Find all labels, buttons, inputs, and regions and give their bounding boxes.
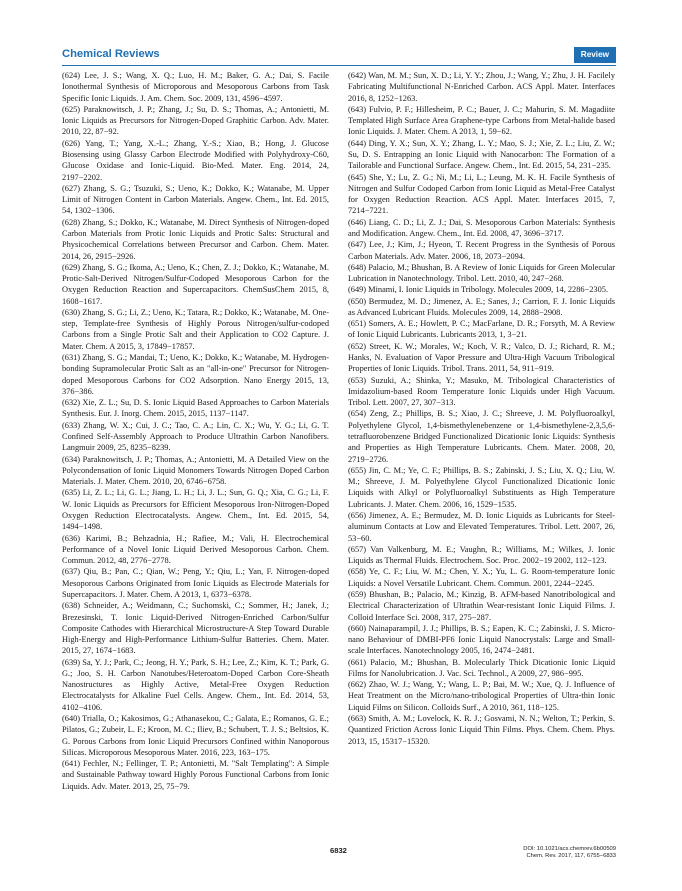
- reference-entry: (647) Lee, J.; Kim, J.; Hyeon, T. Recent Progress in the Synthesis of Porous Carbon Materials. Adv. Mater. 2006, 18, 2073−2094.: [348, 240, 615, 261]
- reference-entry: (662) Zhao, W. J.; Wang, Y.; Wang, L. P.; Bai, M. W.; Xue, Q. J. Influence of Heat Treatment on the Micro/nano-tribological Properties of Ultra-thin Ionic Liquid Films on Silicon. Colloids Surf., A 2010, 361, 118−125.: [348, 680, 615, 712]
- reference-entry: (655) Jin, C. M.; Ye, C. F.; Phillips, B. S.; Zabinski, J. S.; Liu, X. Q.; Liu, W. M.; Shreeve, J. M. Polyethylene Glycol Functionalized Dicationic Ionic Liquids with Alkyl or Polyfluoroalkyl Substituents as High Temperature Lubricants. J. Mater. Chem. 2006, 16, 1529−1535.: [348, 465, 615, 509]
- reference-list-right: [348, 70, 615, 747]
- page-number: 6832: [330, 846, 347, 855]
- doi-link[interactable]: DOI: 10.1021/acs.chemrev.6b00509: [523, 846, 616, 852]
- reference-entry: (657) Van Valkenburg, M. E.; Vaughn, R.; Williams, M.; Wilkes, J. Ionic Liquids as Thermal Fluids. Electrochem. Soc. Proc. 2002−19 2002, 112−123.: [348, 544, 615, 566]
- reference-entry: (627) Zhang, S. G.; Tsuzuki, S.; Ueno, K.; Dokko, K.; Watanabe, M. Upper Limit of Nitrogen Content in Carbon Materials. Angew. Chem., Int. Ed. 2015, 54, 1302−1306.: [62, 183, 329, 216]
- reference-entry: (653) Suzuki, A.; Shinka, Y.; Masuko, M. Tribological Characteristics of Imidazolium-based Room Temperature Ionic Liquids under High Vacuum. Tribol. Lett. 2007, 27, 307−313.: [348, 375, 615, 408]
- reference-entry: (663) Smith, A. M.; Lovelock, K. R. J.; Gosvami, N. N.; Welton, T.; Perkin, S. Quantized Friction Across Ionic Liquid Thin Films. Phys. Chem. Chem. Phys. 2013, 15, 15317−15320.: [348, 714, 615, 746]
- reference-entry: (636) Karimi, B.; Behzadnia, H.; Rafiee, M.; Vali, H. Electrochemical Performance of a Novel Ionic Liquid Derived Mesoporous Carbon. Chem. Commun. 2012, 48, 2776−2778.: [62, 533, 329, 566]
- reference-entry: (660) Nainaparampil, J. J.; Phillips, B. S.; Eapen, K. C.; Zabinski, J. S. Micro-nano Behaviour of DMBI-PF6 Ionic Liquid Nanocrystals: Large and Small-scale Interfaces. Nanotechnology 2005, 16, 2474−2481.: [348, 623, 615, 656]
- reference-entry: (640) Trialla, O.; Kakosimos, G.; Athanasekou, C.; Galata, E.; Romanos, G. E.; Pilatos, G.; Zubeir, L. F.; Kroon, M. C.; Iliev, B.; Schubert, T. J. S.; Beltsios, K. G. Porous Carbons from Ionic Liquid Precursors Confined within Nanoporous Silicas. Microporous Mesoporous Mater. 2016, 223, 163−175.: [62, 714, 329, 757]
- reference-entry: (646) Liang, C. D.; Li, Z. J.; Dai, S. Mesoporous Carbon Materials: Synthesis and Modification. Angew. Chem., Int. Ed. 2008, 47, 3696−3717.: [348, 217, 615, 238]
- reference-entry: (639) Sa, Y. J.; Park, C.; Jeong, H. Y.; Park, S. H.; Lee, Z.; Kim, K. T.; Park, G. G.; Joo, S. H. Carbon Nanotubes/Heteroatom-Doped Carbon Core-Sheath Nanostructures as Highly Active, Metal-Free Oxygen Reduction Electrocatalysts for Alkaline Fuel Cells. Angew. Chem., Int. Ed. 2014, 53, 4102−4106.: [62, 657, 329, 712]
- page-header: [62, 46, 616, 64]
- reference-entry: (628) Zhang, S.; Dokko, K.; Watanabe, M. Direct Synthesis of Nitrogen-doped Carbon Materials from Protic Ionic Liquids and Protic Salts: Structural and Physicochemical Correlations between Precursor and Carbon. Chem. Mater. 2014, 26, 2915−2926.: [62, 217, 329, 261]
- journal-title: Chemical Reviews: [62, 48, 160, 60]
- reference-entry: (638) Schneider, A.; Weidmann, C.; Suchomski, C.; Sommer, H.; Janek, J.; Brezesinski, T. Ionic Liquid-Derived Nitrogen-Enriched Carbon/Sulfur Composite Cathodes with Hierarchical Microstructure-A Step Toward Durable High-Energy and High-Performance Lithium-Sulfur Batteries. Chem. Mater. 2015, 27, 1674−1683.: [62, 601, 329, 656]
- reference-entry: (637) Qiu, B.; Pan, C.; Qian, W.; Peng, Y.; Qiu, L.; Yan, F. Nitrogen-doped Mesoporous Carbons Originated from Ionic Liquids as Electrode Materials for Supercapacitors. J. Mater. Chem. A 2013, 1, 6373−6378.: [62, 567, 329, 599]
- reference-entry: (649) Minami, I. Ionic Liquids in Tribology. Molecules 2009, 14, 2286−2305.: [348, 285, 609, 295]
- reference-entry: (633) Zhang, W. X.; Cui, J. C.; Tao, C. A.; Lin, C. X.; Wu, Y. G.; Li, G. T. Confined Self-Assembly Approach to Produce Ultrathin Carbon Nanofibers. Langmuir 2009, 25, 8235−8239.: [62, 420, 329, 453]
- reference-entry: (648) Palacio, M.; Bhushan, B. A Review of Ionic Liquids for Green Molecular Lubrication in Nanotechnology. Tribol. Lett. 2010, 40, 247−268.: [348, 262, 615, 284]
- reference-entry: (643) Fulvio, P. F.; Hillesheim, P. C.; Bauer, J. C.; Mahurin, S. M. Magadiite Templated High Surface Area Graphene-type Carbons from Metal-halide based Ionic Liquids. J. Mater. Chem. A 2013, 1, 59−62.: [348, 104, 615, 137]
- reference-entry: (642) Wan, M. M.; Sun, X. D.; Li, Y. Y.; Zhou, J.; Wang, Y.; Zhu, J. H. Facilely Fabricating Multifunctional N-Enriched Carbon. ACS Appl. Mater. Interfaces 2016, 8, 1252−1263.: [348, 71, 615, 103]
- journal-citation: Chem. Rev. 2017, 117, 6755−6833: [526, 853, 616, 860]
- reference-entry: (632) Xie, Z. L.; Su, D. S. Ionic Liquid Based Approaches to Carbon Materials Synthesis. Eur. J. Inorg. Chem. 2015, 2015, 1137−1147.: [62, 398, 329, 419]
- reference-entry: (630) Zhang, S. G.; Li, Z.; Ueno, K.; Tatara, R.; Dokko, K.; Watanabe, M. One-step, Template-free Synthesis of Highly Porous Nitrogen/sulfur-codoped Carbons from a Single Protic Salt and their Application to CO2 Capture. J. Mater. Chem. A 2015, 3, 17849−17857.: [62, 307, 329, 351]
- footer-citation: [523, 846, 616, 861]
- reference-column-right: [348, 70, 615, 842]
- reference-entry: (661) Palacio, M.; Bhushan, B. Molecularly Thick Dicationic Ionic Liquid Films for Nanolubrication. J. Vac. Sci. Technol., A 2009, 27, 986−995.: [348, 657, 615, 678]
- reference-entry: (654) Zeng, Z.; Phillips, B. S.; Xiao, J. C.; Shreeve, J. M. Polyfluoroalkyl, Polyethylene Glycol, 1,4-bismethylenebenzene or 1,4-bismethylene-2,3,5,6-tetrafluorobenzene Bridged Functionalized Dicationic Ionic Liquids: Synthesis and Properties as High Temperature Lubricants. Chem. Mater. 2008, 20, 2719−2726.: [348, 409, 615, 464]
- reference-entry: (651) Somers, A. E.; Howlett, P. C.; MacFarlane, D. R.; Forsyth, M. A Review of Ionic Liquid Lubricants. Lubricants 2013, 1, 3−21.: [348, 319, 615, 340]
- reference-entry: (650) Bermudez, M. D.; Jimenez, A. E.; Sanes, J.; Carrion, F. J. Ionic Liquids as Advanced Lubricant Fluids. Molecules 2009, 14, 2888−2908.: [348, 296, 615, 317]
- reference-entry: (658) Ye, C. F.; Liu, W. M.; Chen, Y. X.; Yu, L. G. Room-temperature Ionic Liquids: a Novel Versatile Lubricant. Chem. Commun. 2001, 2244−2245.: [348, 567, 615, 588]
- reference-entry: (625) Paraknowitsch, J. P.; Zhang, J.; Su, D. S.; Thomas, A.; Antonietti, M. Ionic Liquids as Precursors for Nitrogen-Doped Graphitic Carbon. Adv. Mater. 2010, 22, 87−92.: [62, 104, 329, 137]
- reference-entry: (641) Fechler, N.; Fellinger, T. P.; Antonietti, M. "Salt Templating": A Simple and Sustainable Pathway toward Highly Porous Functional Carbons from Ionic Liquids. Adv. Mater. 2013, 25, 75−79.: [62, 759, 329, 791]
- reference-entry: (635) Li, Z. L.; Li, G. L.; Jiang, L. H.; Li, J. L.; Sun, G. Q.; Xia, C. G.; Li, F. W. Ionic Liquids as Precursors for Efficient Mesoporous Iron-Nitrogen-Doped Oxygen Reduction Electrocatalysts. Angew. Chem., Int. Ed. 2015, 54, 1494−1498.: [62, 488, 329, 532]
- reference-entry: (652) Street, K. W.; Morales, W.; Koch, V. R.; Valco, D. J.; Richard, R. M.; Hanks, N. Evaluation of Vapor Pressure and Ultra-High Vacuum Tribological Properties of Ionic Liquids. Tribol. Trans. 2011, 54, 911−919.: [348, 341, 615, 374]
- reference-entry: (624) Lee, J. S.; Wang, X. Q.; Luo, H. M.; Baker, G. A.; Dai, S. Facile Ionothermal Synthesis of Microporous and Mesoporous Carbons from Task Specific Ionic Liquids. J. Am. Chem. Soc. 2009, 131, 4596−4597.: [62, 71, 329, 103]
- reference-entry: (656) Jimenez, A. E.; Bermudez, M. D. Ionic Liquids as Lubricants for Steel-aluminum Contacts at Low and Elevated Temperatures. Tribol. Lett. 2007, 26, 53−60.: [348, 510, 615, 543]
- section-badge: Review: [574, 47, 616, 63]
- reference-entry: (645) She, Y.; Lu, Z. G.; Ni, M.; Li, L.; Leung, M. K. H. Facile Synthesis of Nitrogen and Sulfur Codoped Carbon from Ionic Liquid as Metal-Free Catalyst for Oxygen Reduction Reaction. ACS Appl. Mater. Interfaces 2015, 7, 7214−7221.: [348, 172, 615, 216]
- reference-entry: (626) Yang, T.; Yang, X.-L.; Zhang, Y.-S.; Xiao, B.; Hong, J. Glucose Biosensing using Glassy Carbon Electrode Modified with Polyhydroxy-C60, Glucose Oxidase and Ionic-Liquid. Bio-Med. Mater. Eng. 2014, 24, 2197−2202.: [62, 138, 329, 182]
- reference-entry: (659) Bhushan, B.; Palacio, M.; Kinzig, B. AFM-based Nanotribological and Electrical Characterization of Ultrathin Wear-resistant Ionic Liquid Films. J. Colloid Interface Sci. 2008, 317, 275−287.: [348, 589, 615, 622]
- reference-entry: (629) Zhang, S. G.; Ikoma, A.; Ueno, K.; Chen, Z. J.; Dokko, K.; Watanabe, M. Protic-Salt-Derived Nitrogen/Sulfur-Codoped Mesoporous Carbon for the Oxygen Reduction Reaction and Supercapacitors. ChemSusChem 2015, 8, 1608−1617.: [62, 262, 329, 306]
- reference-column-left: [62, 70, 329, 842]
- reference-entry: (634) Paraknowitsch, J. P.; Thomas, A.; Antonietti, M. A Detailed View on the Polycondensation of Ionic Liquid Monomers Towards Nitrogen Doped Carbon Materials. J. Mater. Chem. 2010, 20, 6746−6758.: [62, 454, 329, 487]
- reference-list-left: [62, 70, 329, 792]
- reference-entry: (644) Ding, Y. X.; Sun, X. Y.; Zhang, L. Y.; Mao, S. J.; Xie, Z. L.; Liu, Z. W.; Su, D. S. Entrapping an Ionic Liquid with Nanocarbon: The Formation of a Tailorable and Functional Surface. Angew. Chem., Int. Ed. 2015, 54, 231−235.: [348, 138, 615, 171]
- reference-entry: (631) Zhang, S. G.; Mandai, T.; Ueno, K.; Dokko, K.; Watanabe, M. Hydrogen-bonding Supramolecular Protic Salt as an "all-in-one" Precursor for Nitrogen-doped Mesoporous Carbons for CO2 Adsorption. Nano Energy 2015, 13, 376−386.: [62, 353, 329, 396]
- header-divider: [62, 65, 616, 66]
